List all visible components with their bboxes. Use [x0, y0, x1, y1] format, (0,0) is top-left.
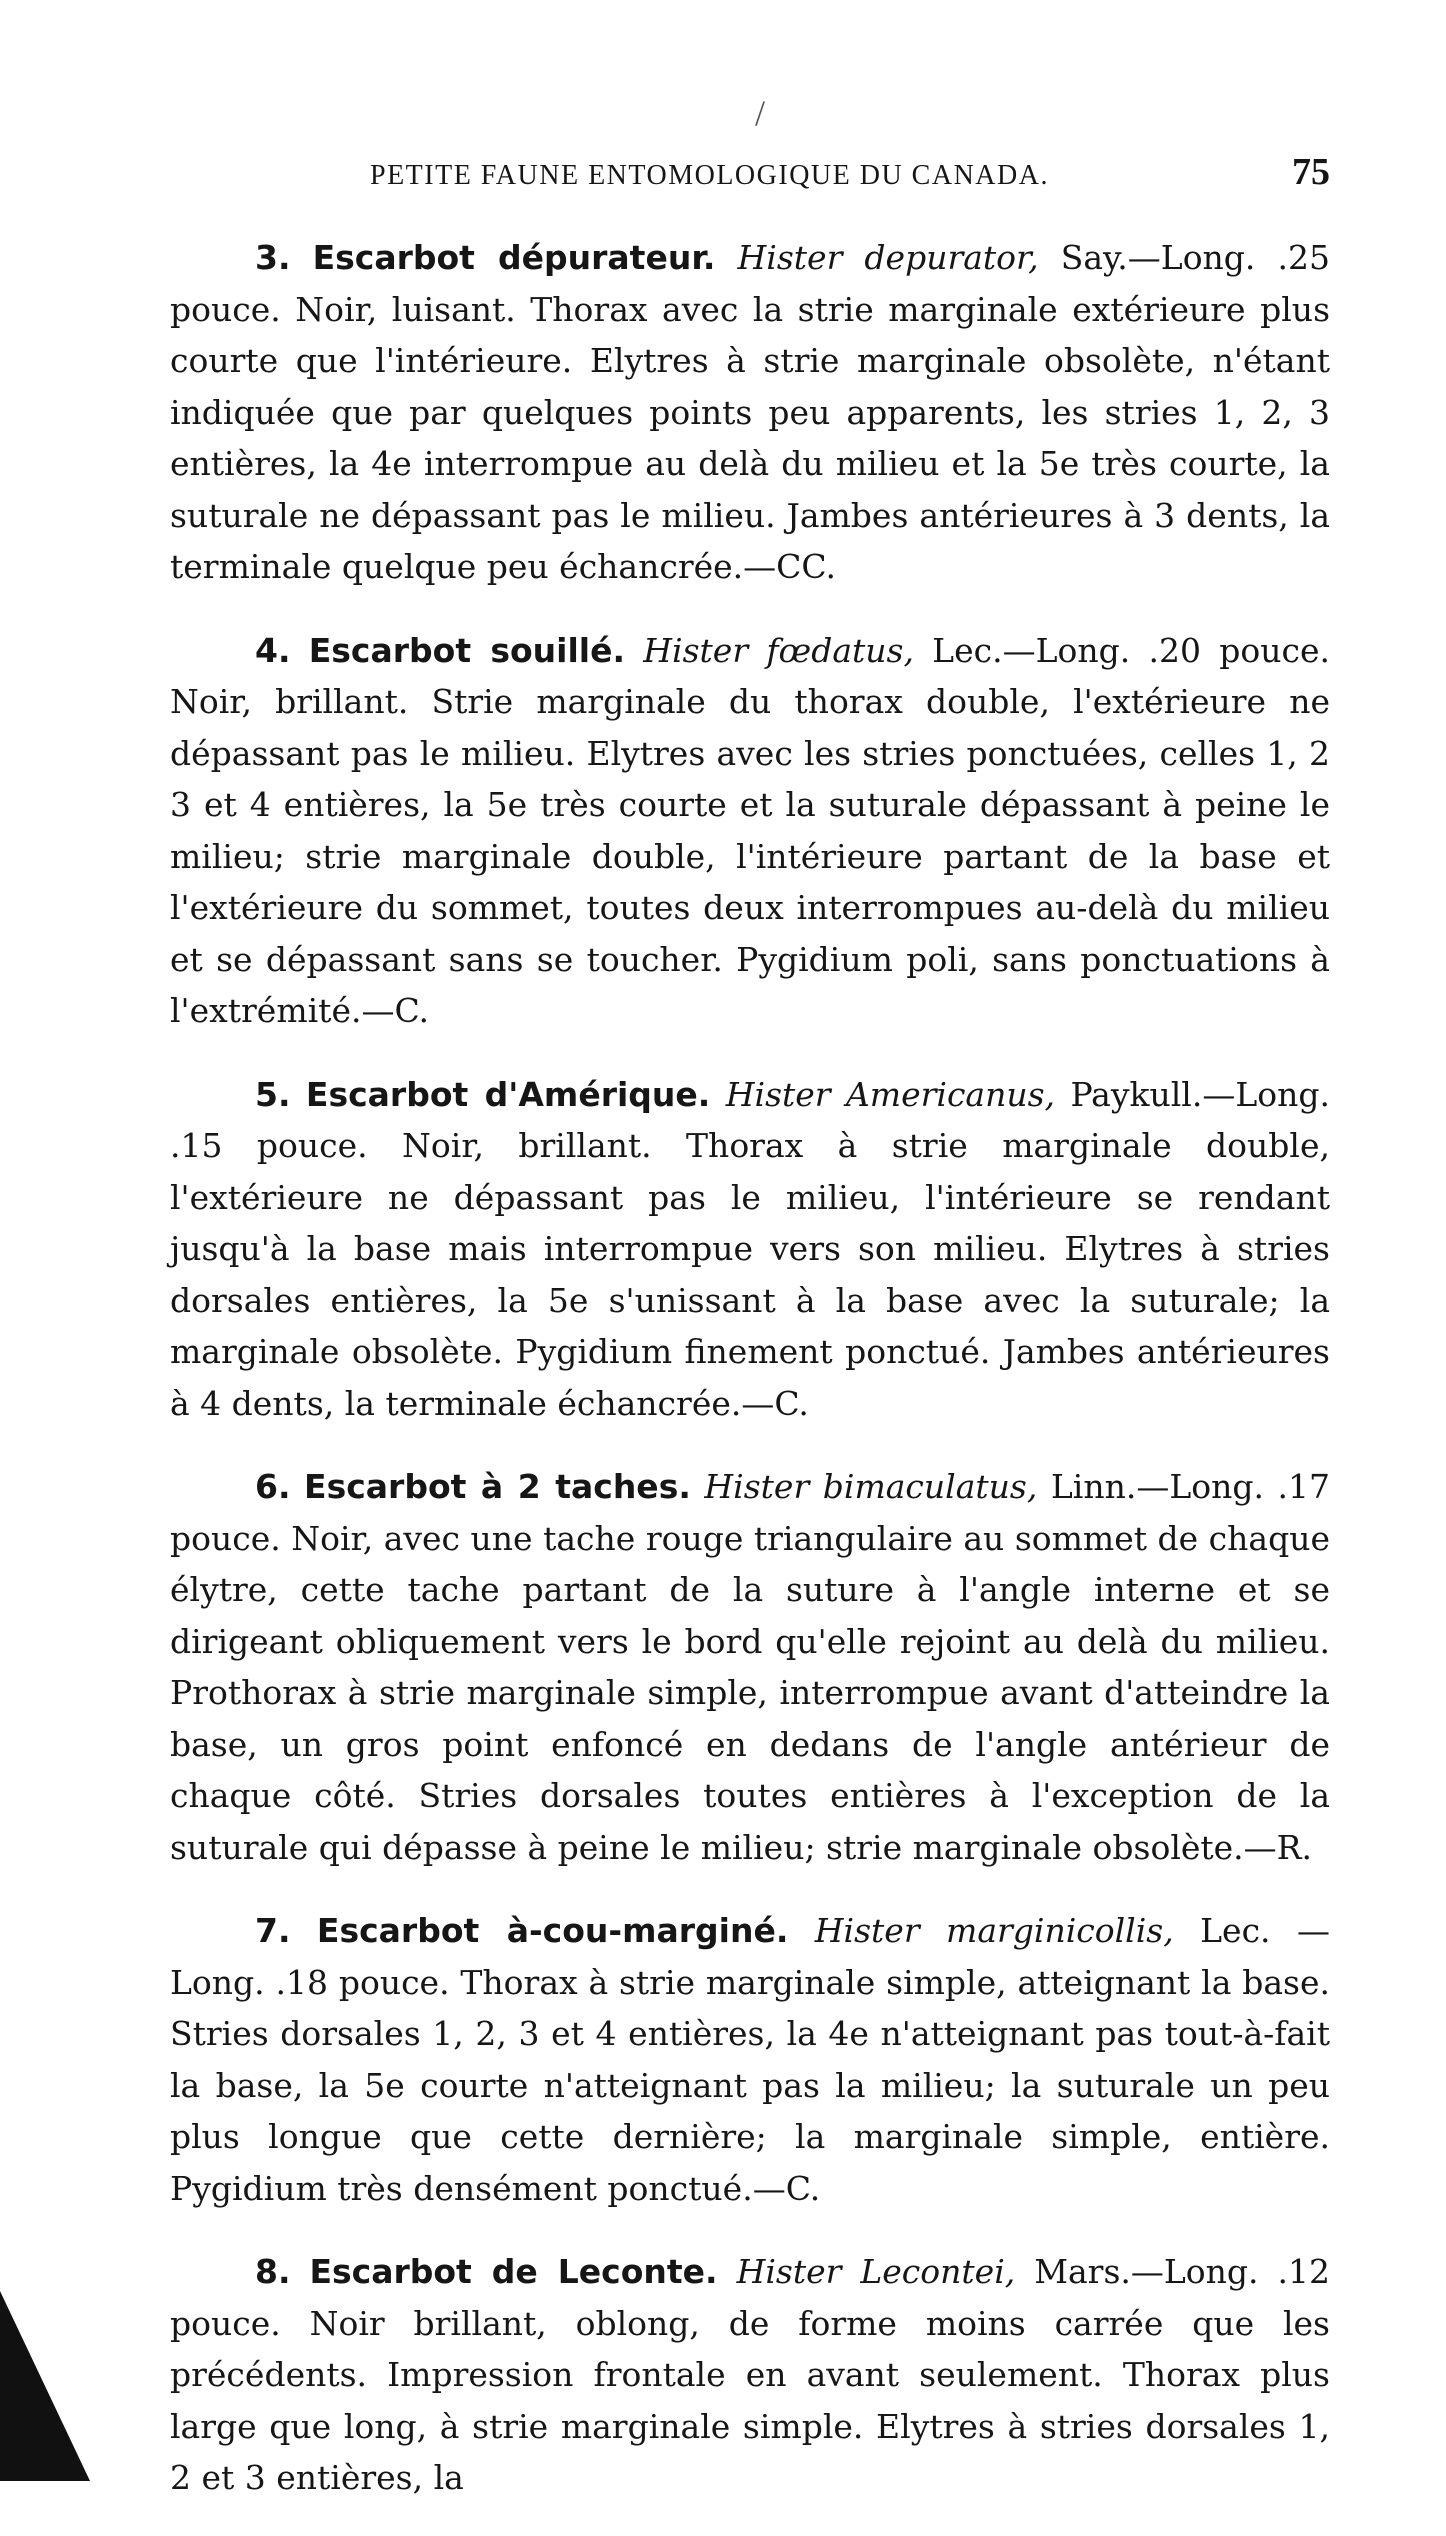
entry-common-name: Escarbot dépurateur. [312, 238, 716, 277]
page-number: 75 [1292, 151, 1330, 193]
book-page [170, 150, 1330, 2536]
entry-description: Paykull.—Long. .15 pouce. Noir, brillant. Thorax à strie marginale double, l'extérieure ne dépassant pas le milieu, l'intérieure se rendant jusqu'à la base mais interrompue vers son milieu. Elytres à stries dorsales entières, la 5e s'unissant à la base avec la suturale; la marginale obsolète. Pygidium finement ponctué. Jambes antérieures à 4 dents, la terminale échancrée.—C. [170, 1074, 1330, 1423]
entry-escarbot-leconte [170, 2246, 1330, 2504]
entry-description: Lec. — Long. .18 pouce. Thorax à strie marginale simple, atteignant la base. Stries dorsales 1, 2, 3 et 4 entières, la 4e n'atteignant pas tout-à-fait la base, la 5e courte n'atteignant pas la milieu; la suturale un peu plus longue que cette dernière; la marginale simple, entière. Pygidium très densément ponctué.—C. [170, 1911, 1330, 2208]
entry-common-name: Escarbot de Leconte. [309, 2252, 718, 2291]
entry-latin-name: Hister Lecontei, [736, 2252, 1016, 2291]
running-head [170, 150, 1330, 194]
entry-escarbot-a-cou-margine [170, 1905, 1330, 2214]
entry-escarbot-souille [170, 625, 1330, 1037]
entry-escarbot-depurateur [170, 232, 1330, 593]
running-title: PETITE FAUNE ENTOMOLOGIQUE DU CANADA. [370, 160, 1049, 191]
entry-number: 8. [255, 2252, 291, 2291]
entry-common-name: Escarbot souillé. [308, 630, 626, 670]
entry-description: Say.—Long. .25 pouce. Noir, luisant. Thorax avec la strie marginale extérieure plus courte que l'intérieure. Elytres à strie marginale obsolète, n'étant indiquée que par quelques points peu apparents, les stries 1, 2, 3 entières, la 4e interrompue au delà du milieu et la 5e très courte, la suturale ne dépassant pas le milieu. Jambes antérieures à 3 dents, la terminale quelque peu échancrée.—CC. [170, 238, 1330, 586]
entry-common-name: Escarbot à-cou-marginé. [316, 1911, 789, 1950]
entry-description: Mars.—Long. .12 pouce. Noir brillant, oblong, de forme moins carrée que les précédents. Impression frontale en avant seulement. Thorax plus large que long, à strie marginale simple. Elytres à stries dorsales 1, 2 et 3 entières, la [170, 2252, 1330, 2497]
entry-latin-name: Hister depurator, [737, 238, 1039, 277]
binding-shadow [0, 2291, 90, 2481]
entry-escarbot-amerique [170, 1069, 1330, 1430]
entry-number: 6. [255, 1467, 291, 1506]
entry-common-name: Escarbot à 2 taches. [304, 1467, 691, 1506]
entry-latin-name: Hister Americanus, [725, 1074, 1056, 1114]
entry-description: Lec.—Long. .20 pouce. Noir, brillant. Strie marginale du thorax double, l'extérieure ne dépassant pas le milieu. Elytres avec les stries ponctuées, celles 1, 2 3 et 4 entières, la 5e très courte et la suturale dépassant à peine le milieu; strie marginale double, l'intérieure partant de la base et l'extérieure du sommet, toutes deux interrompues au-delà du milieu et se dépassant sans se toucher. Pygidium poli, sans ponctuations à l'extrémité.—C. [170, 630, 1330, 1030]
entry-latin-name: Hister bimaculatus, [704, 1467, 1038, 1506]
scan-mark: / [755, 93, 766, 133]
entry-latin-name: Hister fœdatus, [643, 630, 914, 670]
entry-number: 4. [255, 630, 291, 670]
entry-description: Linn.—Long. .17 pouce. Noir, avec une tache rouge triangulaire au sommet de chaque élytre, cette tache partant de la suture à l'angle interne et se dirigeant obliquement vers le bord qu'elle rejoint au delà du milieu. Prothorax à strie marginale simple, interrompue avant d'atteindre la base, un gros point enfoncé en dedans de l'angle antérieur de chaque côté. Stries dorsales toutes entières à l'exception de la suturale qui dépasse à peine le milieu; strie marginale obsolète.—R. [170, 1467, 1330, 1867]
entry-common-name: Escarbot d'Amérique. [305, 1074, 711, 1114]
entry-number: 5. [255, 1074, 291, 1114]
entry-escarbot-2-taches [170, 1461, 1330, 1873]
entry-number: 3. [255, 238, 291, 277]
entry-latin-name: Hister marginicollis, [814, 1911, 1174, 1950]
entry-number: 7. [255, 1911, 291, 1950]
